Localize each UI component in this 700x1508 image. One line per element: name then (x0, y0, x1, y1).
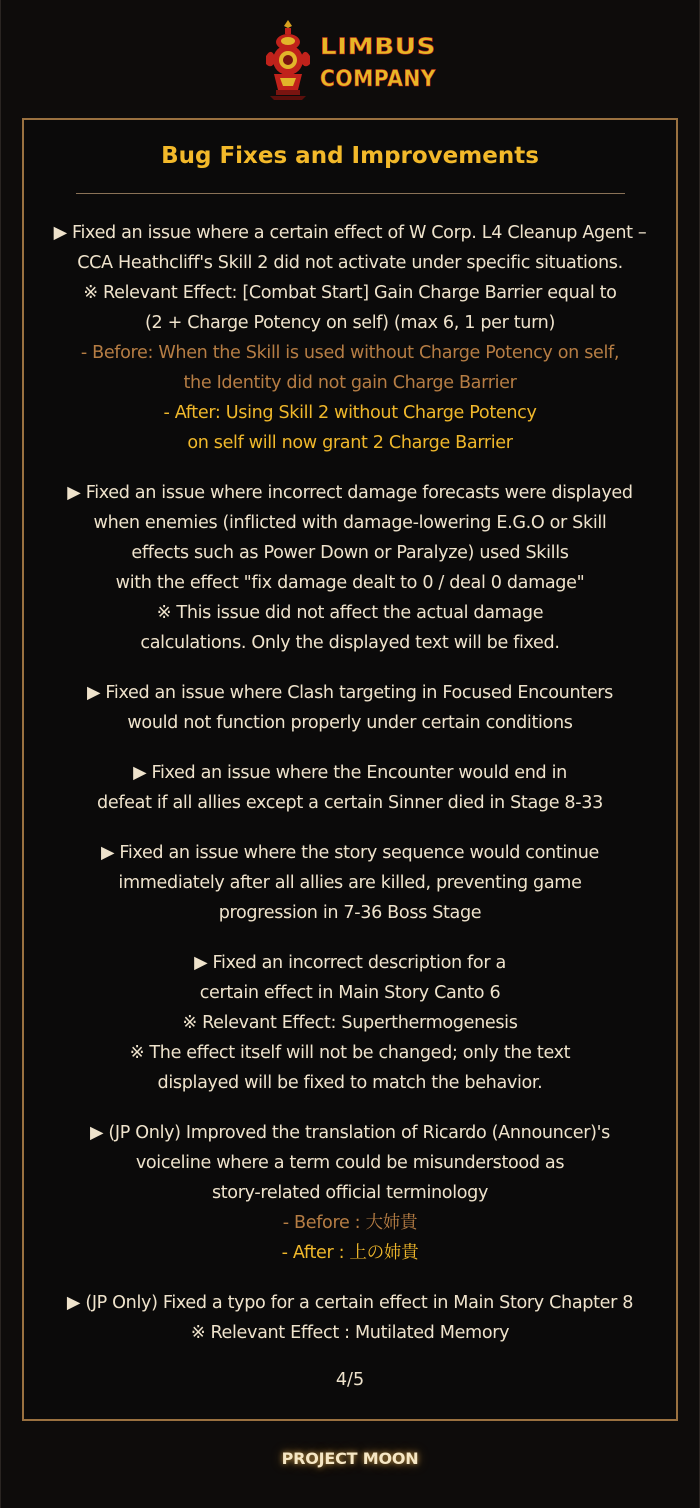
notice-line: certain effect in Main Story Canto 6 (199, 983, 501, 1003)
notice-line: (2 + Charge Potency on self) (max 6, 1 per turn) (144, 313, 555, 333)
before-note: the Identity did not gain Charge Barrier (183, 373, 517, 393)
notice-line: defeat if all allies except a certain Sinner died in Stage 8-33 (97, 793, 603, 813)
notice-line: progression in 7-36 Boss Stage (218, 903, 482, 923)
notice-title: Bug Fixes and Improvements (161, 143, 539, 169)
title-divider (76, 193, 625, 194)
notice-item (24, 838, 676, 928)
notice-line: calculations. Only the displayed text will be fixed. (140, 633, 560, 653)
notice-line: ▶ Fixed an issue where the story sequence would continue (100, 843, 599, 863)
notice-line: ▶ Fixed an issue where Clash targeting in Focused Encounters (87, 683, 613, 703)
notice-body (24, 218, 676, 1368)
notice-line: immediately after all allies are killed, preventing game (118, 873, 582, 893)
notice-line: ※ The effect itself will not be changed; only the text (129, 1043, 571, 1063)
notice-item (24, 678, 676, 738)
notice-line: ▶ Fixed an issue where a certain effect of W Corp. L4 Cleanup Agent – (53, 223, 647, 243)
logo-emblem-icon (266, 20, 310, 100)
notice-line: with the effect "fix damage dealt to 0 / deal 0 damage" (115, 573, 585, 593)
notice-line: ▶ Fixed an issue where the Encounter would end in (133, 763, 567, 783)
after-note: - After: Using Skill 2 without Charge Potency (163, 403, 537, 423)
notice-line: ▶ (JP Only) Fixed a typo for a certain effect in Main Story Chapter 8 (66, 1293, 634, 1313)
notice-item (24, 948, 676, 1098)
notice-line: story-related official terminology (211, 1183, 489, 1203)
logo-word-1: LIMBUS (320, 35, 436, 60)
notice-line: ▶ (JP Only) Improved the translation of Ricardo (Announcer)'s (90, 1123, 610, 1143)
before-note: - Before: When the Skill is used without Charge Potency on self, (80, 343, 620, 363)
notice-line: ※ Relevant Effect: Superthermogenesis (182, 1013, 518, 1033)
notice-line: voiceline where a term could be misunderstood as (135, 1153, 565, 1173)
notice-line: displayed will be fixed to match the behavior. (157, 1073, 543, 1093)
notice-line: ※ Relevant Effect: [Combat Start] Gain Charge Barrier equal to (83, 283, 617, 303)
notice-line: would not function properly under certain conditions (127, 713, 573, 733)
notice-line: ▶ Fixed an incorrect description for a (194, 953, 506, 973)
after-note: on self will now grant 2 Charge Barrier (187, 433, 513, 453)
notice-item (24, 1118, 676, 1268)
before-note: - Before : 大姉貴 (282, 1213, 418, 1233)
notice-item (24, 218, 676, 458)
notice-item (24, 1288, 676, 1348)
notice-item (24, 758, 676, 818)
notice-line: when enemies (inflicted with damage-lowering E.G.O or Skill (93, 513, 607, 533)
logo-word-2: COMPANY (320, 67, 437, 92)
notice-line: ※ This issue did not affect the actual damage (156, 603, 544, 623)
notice-item (24, 478, 676, 658)
page-indicator: 4/5 (335, 1370, 365, 1390)
notice-line: effects such as Power Down or Paralyze) used Skills (131, 543, 569, 563)
project-moon-footer: PROJECT MOON (281, 1449, 419, 1468)
notice-line: ▶ Fixed an issue where incorrect damage forecasts were displayed (67, 483, 633, 503)
limbus-company-logo (262, 16, 442, 100)
notice-line: CCA Heathcliff's Skill 2 did not activate under specific situations. (77, 253, 623, 273)
notice-line: ※ Relevant Effect : Mutilated Memory (190, 1323, 510, 1343)
after-note: - After : 上の姉貴 (281, 1243, 419, 1263)
